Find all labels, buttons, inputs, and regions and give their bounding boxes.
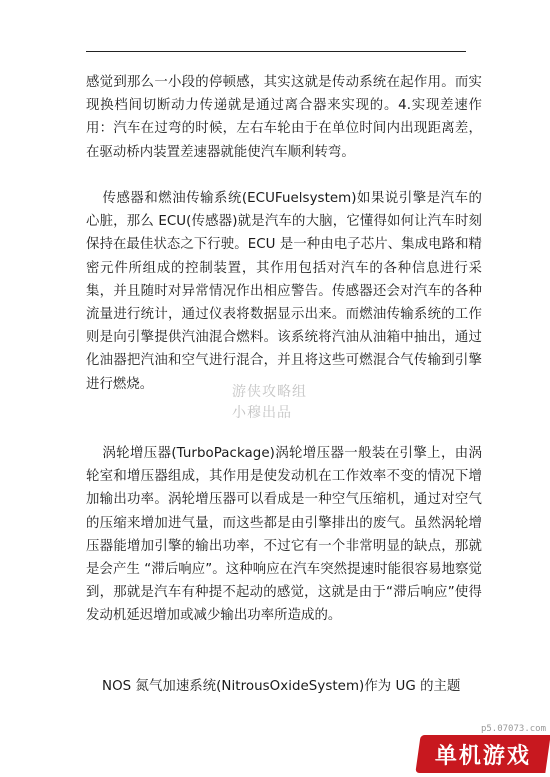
paragraph-3-text: 涡轮增压器(TurboPackage)涡轮增压器一般装在引擎上，由涡轮室和增压器组成，其作用是使发动机在工作效率不变的情况下增加输出功率。涡轮增压器可以看成是一种空气压缩机，通过对空气的压缩来增加进气量，而这些都是由引擎排出的废气。虽然涡轮增压器能增加引擎的输出功率，不过它有一个非常明显的缺点，那就是会产生 “滞后响应”。这种响应在汽车突然提速时能很容易地察觉到，那就是汽车有种提不起动的感觉，这就是由于“滞后响应”使得发动机延迟增加或减少输出功率所造成的。 [86,446,482,624]
paragraph-4-text: NOS 氮气加速系统(NitrousOxideSystem)作为 UG 的主题 [102,679,461,694]
site-logo-text: 单机游戏 [434,743,531,769]
source-url: p5.07073.com [480,724,546,734]
watermark-line-2: 小穆出品 [232,405,292,421]
paragraph-3 [86,442,482,628]
header-rule [86,51,466,52]
paragraph-2-text: 传感器和燃油传输系统(ECUFuelsystem)如果说引擎是汽车的心脏，那么 ECU(传感器)就是汽车的大脑，它懂得如何让汽车时刻保持在最佳状态之下行驶。ECU 是一种由电子芯片、集成电路和精密元件所组成的控制装置，其作用包括对汽车的各种信息进行采集，并且随时对异常情况作出相应警告。传感器还会对汽车的各种流量进行统计，通过仪表将数据显示出来。而燃油传输系统的工作则是向引擎提供汽油混合燃料。该系统将汽油从油箱中抽出，通过化油器把汽油和空气进行混合，并且将这些可燃混合气传输到引擎进行燃烧。 [86,191,482,392]
site-logo [415,735,550,773]
paragraph-4 [86,675,482,698]
paragraph-1-text: 感觉到那么一小段的停顿感，其实这就是传动系统在起作用。而实现换档间切断动力传递就是通过离合器来实现的。4.实现差速作用：汽车在过弯的时候，左右车轮由于在单位时间内出现距离差，在驱动桥内装置差速器就能使汽车顺利转弯。 [86,75,482,160]
paragraph-2 [86,187,482,396]
watermark-line-1: 游侠攻略组 [232,384,307,400]
paragraph-1 [86,71,482,164]
